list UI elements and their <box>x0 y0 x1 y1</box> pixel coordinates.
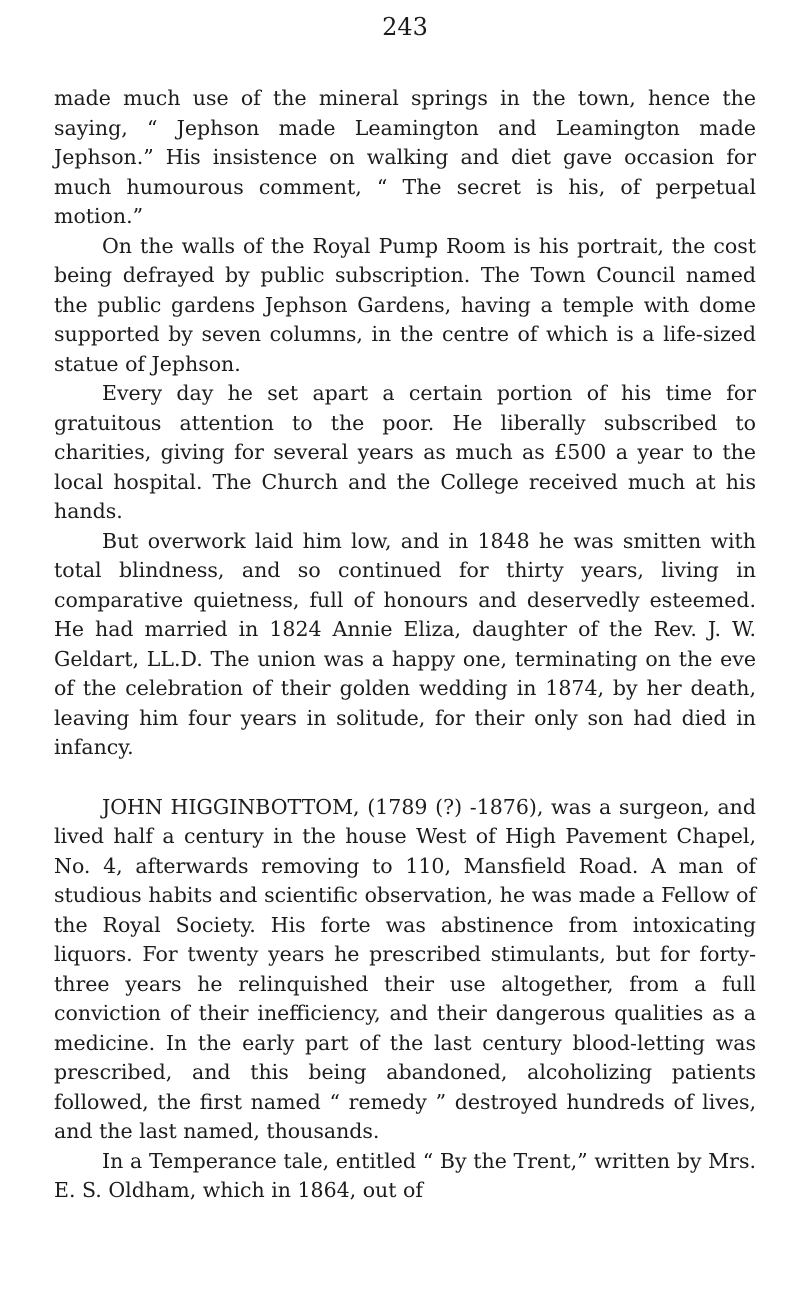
paragraph-charity: Every day he set apart a certain portion of his time for gratuitous attention to the poor. He liberally subscribed to charities, giving for several years as much as £500 a year to the local hospital. The Church and the College received much at his hands. <box>54 381 756 523</box>
book-page <box>54 12 756 1302</box>
page-number: 243 <box>382 13 428 41</box>
paragraph-temperance-tale: In a Temperance tale, entitled “ By the Trent,” written by Mrs. E. S. Oldham, which in 1864, out of <box>54 1148 756 1202</box>
paragraph-blindness: But overwork laid him low, and in 1848 he was smitten with total blindness, and so continued for thirty years, living in comparative quietness, full of honours and deservedly esteemed. He had married in 1824 Annie Eliza, daughter of the Rev. J. W. Geldart, LL.D. The union was a happy one, terminating on the eve of the celebration of their golden wedding in 1874, by her death, leaving him four years in solitude, for their only son had died in infancy. <box>54 528 756 759</box>
paragraph-higginbottom: JOHN HIGGINBOTTOM, (1789 (?) -1876), was a surgeon, and lived half a century in the house West of High Pavement Chapel, No. 4, afterwards removing to 110, Mansfield Road. A man of studious habits and scientific observation, he was made a Fellow of the Royal Society. His forte was abstinence from intoxicating liquors. For twenty years he prescribed stimulants, but for forty-three years he relinquished their use altogether, from a full conviction of their inefficiency, and their dangerous qualities as a medicine. In the early part of the last century blood-letting was prescribed, and this being abandoned, alcoholizing patients followed, the first named “ remedy ” destroyed hundreds of lives, and the last named, thousands. <box>54 794 756 1143</box>
paragraph-continuation: made much use of the mineral springs in the town, hence the saying, “ Jephson made Leamington and Leamington made Jephson.” His insistence on walking and diet gave occasion for much humourous comment, “ The secret is his, of perpetual motion.” <box>54 86 756 228</box>
paragraph-pump-room: On the walls of the Royal Pump Room is his portrait, the cost being defrayed by public subscription. The Town Council named the public gardens Jephson Gardens, having a temple with dome supported by seven columns, in the centre of which is a life-sized statue of Jephson. <box>54 233 756 376</box>
section-gap <box>54 763 756 793</box>
